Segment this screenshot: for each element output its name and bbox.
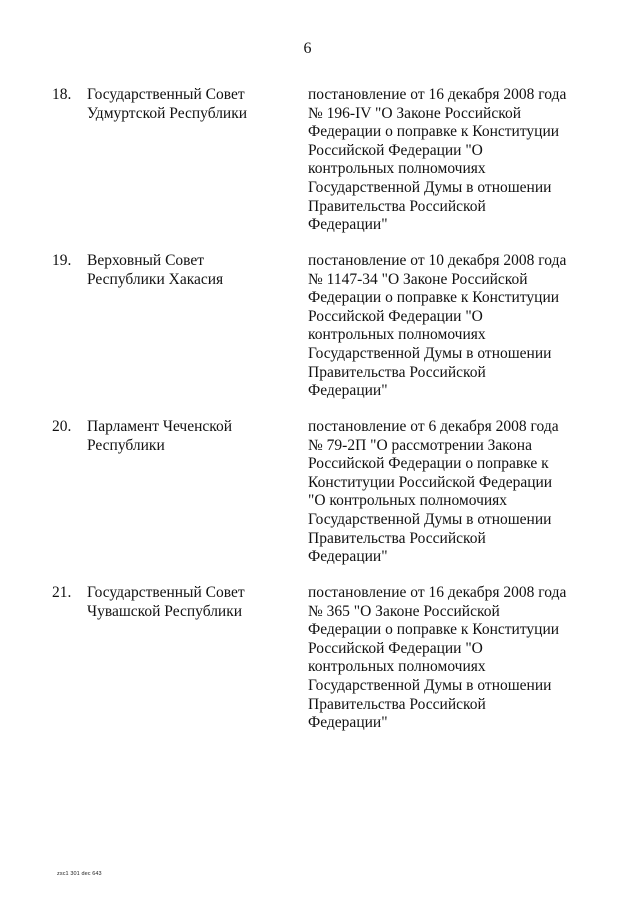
entry-number: 19. [52,252,72,269]
entry-body-name: Верховный Совет Республики Хакасия [87,252,224,288]
entry-number: 21. [52,584,72,601]
page-number: 6 [303,40,312,57]
entry-body-name: Государственный Совет Удмуртской Республики [87,86,248,122]
footer-code: zsc1 301 dec 643 [57,871,102,877]
entry-decision: постановление от 6 декабря 2008 года № 79-2П "О рассмотрении Закона Российской Федерации о поправке к Конституции Российской Федерации "О контрольных полномочиях Государственной Думы в отношении Правительства Российской Федерации" [308,418,559,566]
entry-body-name: Государственный Совет Чувашской Республики [87,584,245,620]
entry-decision: постановление от 16 декабря 2008 года № 365 "О Законе Российской Федерации о поправке к Конституции Российской Федерации "О контрольных полномочиях Государственной Думы в отношении Правительства Российской Федерации" [308,584,567,732]
entry-number: 20. [52,418,72,435]
entry-decision: постановление от 10 декабря 2008 года № 1147-34 "О Законе Российской Федерации о поправке к Конституции Российской Федерации "О контрольных полномочиях Государственной Думы в отношении Правительства Российской Федерации" [308,252,567,400]
entry-decision: постановление от 16 декабря 2008 года № 196-IV "О Законе Российской Федерации о поправке к Конституции Российской Федерации "О контрольных полномочиях Государственной Думы в отношении Правительства Российской Федерации" [308,86,567,234]
entry-number: 18. [52,86,72,103]
entry-body-name: Парламент Чеченской Республики [87,418,233,454]
